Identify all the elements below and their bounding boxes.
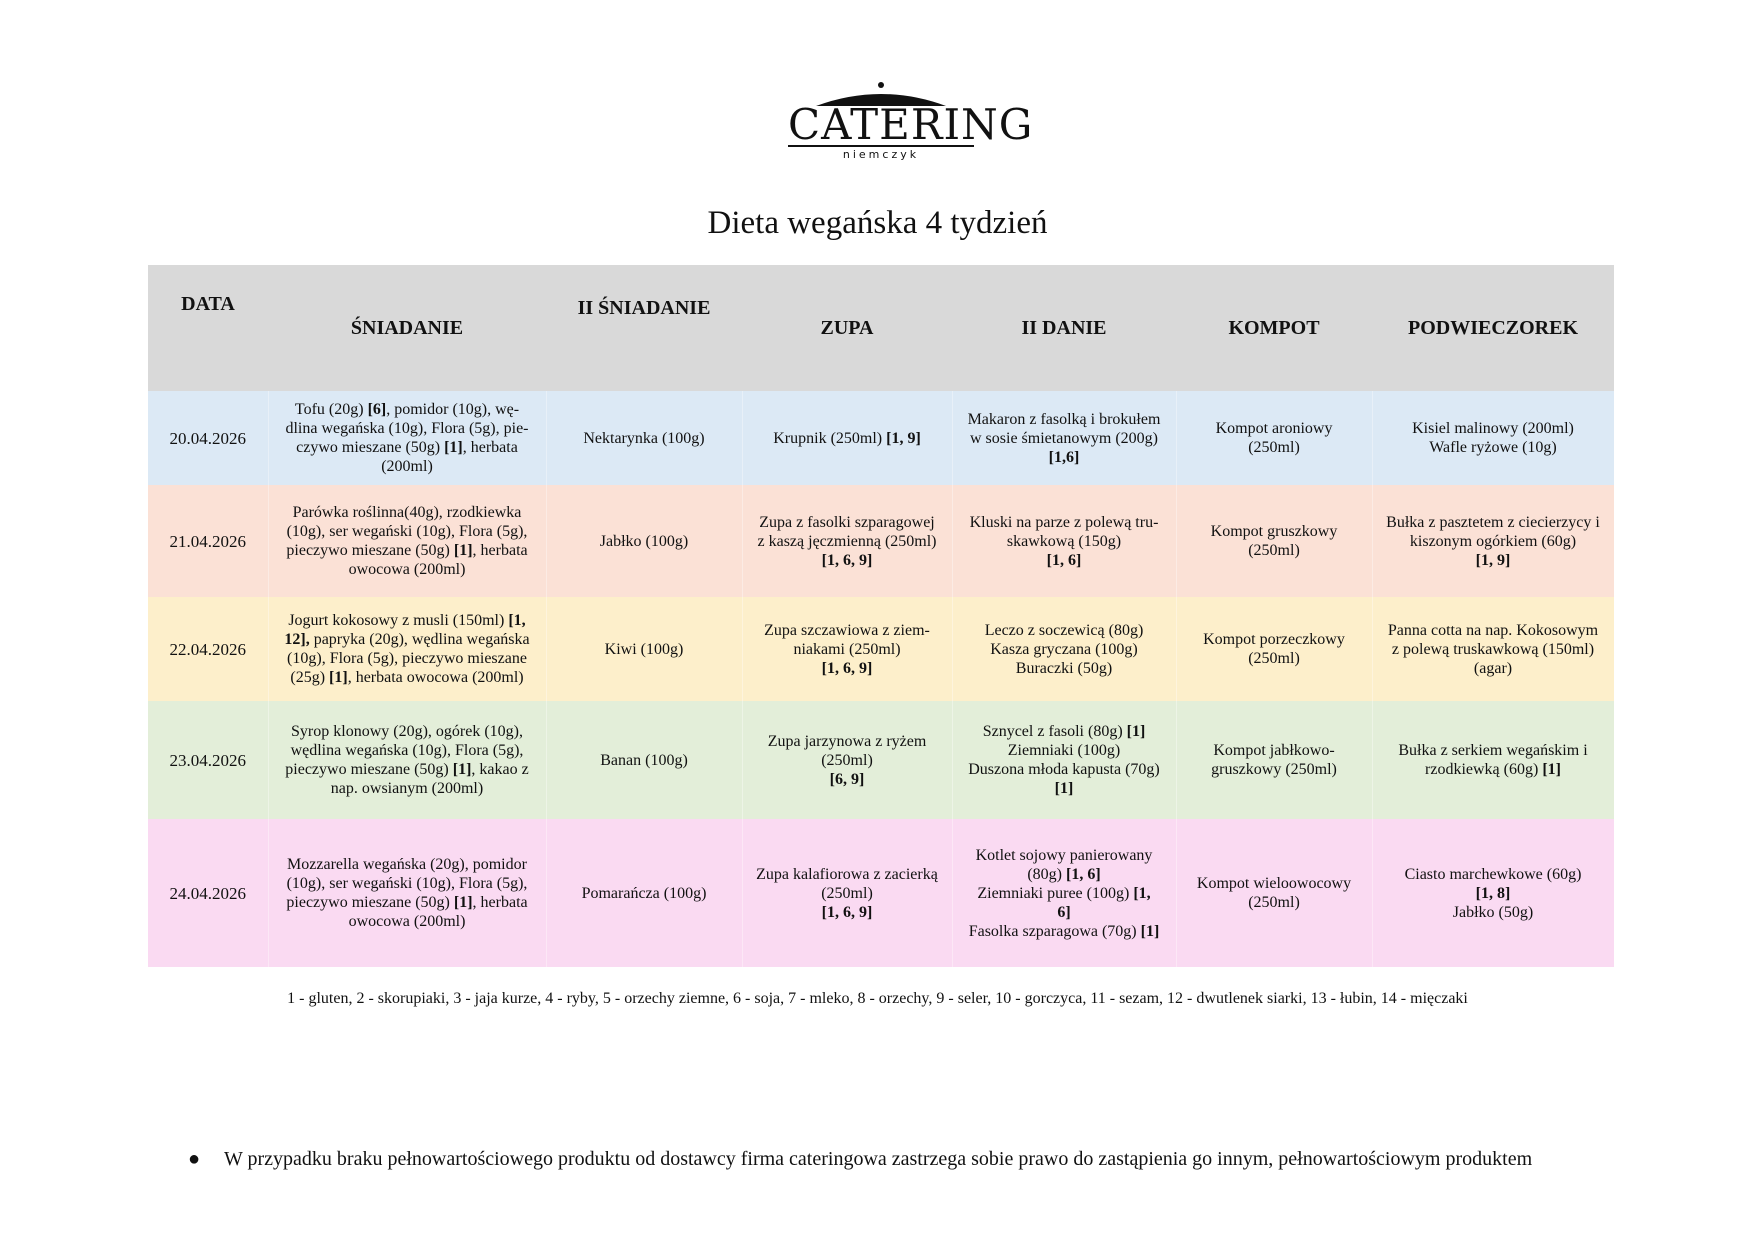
allergen-codes: [6]	[367, 401, 387, 418]
logo-subname: niemczyk	[842, 148, 920, 161]
dish-text: Parówka roślinna(40g), rzodkiewka	[292, 504, 522, 521]
dish-text: Kasza gryczana (100g)	[990, 640, 1138, 658]
substitution-note-text: W przypadku braku pełnowartościowego produktu od dostawcy firma cateringowa zastrzega sobie prawo do zastąpienia go innym, pełnowartościowym produktem	[224, 1148, 1533, 1170]
dish-text: Bułka z pasztetem z ciecierzycy i	[1386, 513, 1600, 531]
allergen-codes: [1, 6, 9]	[821, 903, 873, 921]
cell-ii-sniadanie	[546, 701, 742, 819]
page-title: Dieta wegańska 4 tydzień	[707, 205, 1048, 241]
allergen-codes: [1,	[1133, 884, 1151, 902]
cell-ii-danie	[952, 819, 1176, 967]
dish-text: (250ml)	[1248, 439, 1300, 456]
allergen-codes: [1, 6]	[1066, 865, 1101, 883]
dish-text: Kluski na parze z polewą tru-	[969, 513, 1159, 531]
dish-text: papryka (20g), wędlina wegańska	[309, 631, 530, 648]
logo-name: CATERING	[788, 100, 1034, 149]
col-header-kompot: KOMPOT	[1176, 265, 1372, 391]
dish-text: (250ml)	[1248, 650, 1300, 667]
allergen-codes: [1]	[453, 894, 473, 911]
dish-text: Pomarańcza (100g)	[581, 884, 707, 902]
allergen-codes: [1,6]	[1048, 448, 1080, 466]
allergen-codes: [1, 6, 9]	[821, 659, 873, 677]
cell-ii-sniadanie	[546, 819, 742, 967]
dish-text: niakami (250ml)	[793, 640, 901, 658]
dish-text: Banan (100g)	[600, 751, 688, 769]
dish-text: Jogurt kokosowy z musli (150ml)	[288, 612, 509, 629]
dish-text: rzodkiewką (60g)	[1425, 761, 1543, 778]
dish-text: Kompot porzeczkowy	[1203, 631, 1345, 648]
allergen-codes: [1,	[508, 612, 526, 629]
allergen-codes: [1, 9]	[1475, 551, 1511, 569]
menu-table	[148, 265, 1615, 967]
col-header-data: DATA	[148, 265, 268, 391]
dish-text: (250ml)	[1248, 894, 1300, 911]
table-row	[148, 391, 1614, 485]
allergen-codes: [1, 6]	[1046, 551, 1082, 569]
allergen-codes: [1]	[1054, 780, 1074, 797]
dish-text: Kompot gruszkowy	[1210, 523, 1338, 540]
cell-date: 23.04.2026	[148, 701, 268, 819]
col-header-ii-sniadanie: II ŚNIADANIE	[546, 265, 742, 391]
cell-ii-sniadanie	[546, 391, 742, 485]
substitution-note	[188, 1148, 1688, 1171]
cell-ii-sniadanie	[546, 485, 742, 597]
dish-text: Zupa szczawiowa z ziem-	[764, 621, 930, 639]
dish-text: Zupa kalafiorowa z zacierką	[756, 865, 938, 883]
allergen-codes: [1]	[444, 439, 463, 456]
dish-text: (10g), ser wegański (10g), Flora (5g),	[286, 523, 528, 540]
dish-text: Syrop klonowy (20g), ogórek (10g),	[291, 723, 523, 740]
table-row	[148, 819, 1614, 967]
dish-text: , kakao z	[471, 761, 529, 778]
dish-text: Kompot aroniowy	[1215, 420, 1333, 437]
dish-text: w sosie śmietanowym (200g)	[970, 429, 1158, 447]
cell-podwieczorek	[1372, 391, 1614, 485]
cell-sniadanie	[268, 597, 546, 701]
cell-ii-danie	[952, 485, 1176, 597]
dish-text: , herbata owocowa (200ml)	[347, 669, 524, 686]
dish-text: kiszonym ogórkiem (60g)	[1409, 532, 1577, 550]
dish-text: Zupa z fasolki szparagowej	[759, 513, 935, 531]
cell-sniadanie	[268, 391, 546, 485]
dish-text: z polewą truskawkową (150ml)	[1391, 640, 1595, 658]
dish-text: , pomidor (10g), wę-	[386, 401, 520, 418]
dish-text: Kotlet sojowy panierowany	[975, 846, 1153, 864]
dish-text: Leczo z soczewicą (80g)	[984, 621, 1144, 639]
dish-text: Fasolka szparagowa (70g)	[968, 922, 1141, 940]
col-header-ii-danie: II DANIE	[952, 265, 1176, 391]
dish-text: Duszona młoda kapusta (70g)	[968, 761, 1160, 778]
cell-zupa	[742, 485, 952, 597]
dish-text: (200ml)	[381, 458, 433, 475]
dish-text: (10g), ser wegański (10g), Flora (5g),	[286, 875, 528, 892]
dish-text: (agar)	[1473, 659, 1513, 677]
cell-podwieczorek	[1372, 701, 1614, 819]
allergen-codes: [1]	[1140, 922, 1160, 940]
dish-text: skawkową (150g)	[1006, 532, 1122, 550]
dish-text: z kaszą jęczmienną (250ml)	[757, 532, 937, 550]
dish-text: (25g)	[290, 669, 330, 686]
allergen-codes: 12],	[284, 631, 310, 648]
bullet-icon: ●	[188, 1148, 201, 1170]
cell-podwieczorek	[1372, 819, 1614, 967]
cell-kompot	[1176, 597, 1372, 701]
dish-text: (10g), Flora (5g), pieczywo mieszane	[287, 650, 527, 667]
dish-text: Jabłko (100g)	[599, 532, 689, 550]
dish-text: Nektarynka (100g)	[583, 429, 705, 447]
dish-text: owocowa (200ml)	[348, 913, 466, 930]
allergen-codes: [1, 9]	[886, 429, 921, 447]
cell-kompot	[1176, 391, 1372, 485]
dish-text: Krupnik (250ml)	[773, 429, 887, 447]
dish-text: pieczywo mieszane (50g)	[285, 761, 453, 778]
col-header-zupa: ZUPA	[742, 265, 952, 391]
cell-date: 21.04.2026	[148, 485, 268, 597]
dish-text: Panna cotta na nap. Kokosowym	[1387, 621, 1599, 639]
dish-text: (250ml)	[821, 751, 873, 769]
cell-zupa	[742, 597, 952, 701]
dish-text: Jabłko (50g)	[1452, 903, 1534, 921]
dish-text: Wafle ryżowe (10g)	[1429, 439, 1557, 456]
dish-text: (250ml)	[1248, 542, 1300, 559]
allergen-codes: [1]	[453, 542, 473, 559]
dish-text: pieczywo mieszane (50g)	[286, 894, 454, 911]
allergen-codes: 6]	[1057, 903, 1071, 921]
cell-kompot	[1176, 819, 1372, 967]
dish-text: pieczywo mieszane (50g)	[286, 542, 454, 559]
dish-text: (250ml)	[821, 884, 873, 902]
dish-text: gruszkowy (250ml)	[1211, 761, 1337, 778]
allergen-codes: [1]	[329, 669, 348, 686]
table-row	[148, 485, 1614, 597]
dish-text: owocowa (200ml)	[348, 561, 466, 578]
dish-text: wędlina wegańska (10g), Flora (5g),	[290, 742, 524, 759]
dish-text: Kompot jabłkowo-	[1213, 742, 1335, 759]
cell-date: 22.04.2026	[148, 597, 268, 701]
cell-ii-danie	[952, 701, 1176, 819]
cell-podwieczorek	[1372, 597, 1614, 701]
cell-zupa	[742, 819, 952, 967]
dish-text: Sznycel z fasoli (80g)	[982, 723, 1127, 740]
dish-text: , herbata	[472, 542, 528, 559]
dish-text: Makaron z fasolką i brokułem	[967, 410, 1161, 428]
cell-kompot	[1176, 701, 1372, 819]
allergen-codes: [6, 9]	[829, 770, 865, 788]
dish-text: czywo mieszane (50g)	[296, 439, 445, 456]
dish-text: Bułka z serkiem wegańskim i	[1398, 742, 1588, 759]
cell-date: 20.04.2026	[148, 391, 268, 485]
cell-kompot	[1176, 485, 1372, 597]
table-row	[148, 597, 1614, 701]
dish-text: dlina wegańska (10g), Flora (5g), pie-	[285, 420, 529, 437]
cell-date: 24.04.2026	[148, 819, 268, 967]
dish-text: Ziemniaki (100g)	[1007, 742, 1121, 759]
dish-text: (80g)	[1027, 865, 1066, 883]
col-header-podwieczorek: PODWIECZOREK	[1372, 265, 1614, 391]
cell-ii-sniadanie	[546, 597, 742, 701]
header-row	[148, 265, 1614, 391]
cell-sniadanie	[268, 701, 546, 819]
cell-zupa	[742, 391, 952, 485]
dish-text: nap. owsianym (200ml)	[330, 780, 484, 797]
cell-sniadanie	[268, 819, 546, 967]
dish-text: Buraczki (50g)	[1015, 659, 1113, 677]
dish-text: Kisiel malinowy (200ml)	[1412, 420, 1574, 437]
allergen-legend: 1 - gluten, 2 - skorupiaki, 3 - jaja kurze, 4 - ryby, 5 - orzechy ziemne, 6 - soja, 7 - mleko, 8 - orzechy, 9 - seler, 10 - gorczyca, 11 - sezam, 12 - dwutlenek siarki, 13 - łubin, 14 - mięczaki	[287, 990, 1468, 1007]
cell-sniadanie	[268, 485, 546, 597]
table-row	[148, 701, 1614, 819]
dish-text: , herbata	[472, 894, 528, 911]
col-header-sniadanie: ŚNIADANIE	[268, 265, 546, 391]
cell-ii-danie	[952, 391, 1176, 485]
dish-text: Kiwi (100g)	[604, 640, 684, 658]
cell-zupa	[742, 701, 952, 819]
dish-text: Ziemniaki puree (100g)	[977, 884, 1134, 902]
cell-podwieczorek	[1372, 485, 1614, 597]
dish-text: Ciasto marchewkowe (60g)	[1404, 865, 1582, 883]
dish-text: Tofu (20g)	[294, 401, 368, 418]
catering-logo	[788, 80, 1034, 162]
dish-text: , herbata	[462, 439, 518, 456]
allergen-codes: [1]	[452, 761, 472, 778]
dish-text: Mozzarella wegańska (20g), pomidor	[287, 856, 527, 873]
dish-text: Zupa jarzynowa z ryżem	[767, 732, 927, 750]
allergen-codes: [1, 8]	[1475, 884, 1511, 902]
allergen-codes: [1, 6, 9]	[821, 551, 873, 569]
allergen-codes: [1]	[1542, 761, 1561, 778]
cell-ii-danie	[952, 597, 1176, 701]
allergen-codes: [1]	[1126, 723, 1146, 740]
dish-text: Kompot wieloowocowy	[1196, 875, 1352, 892]
